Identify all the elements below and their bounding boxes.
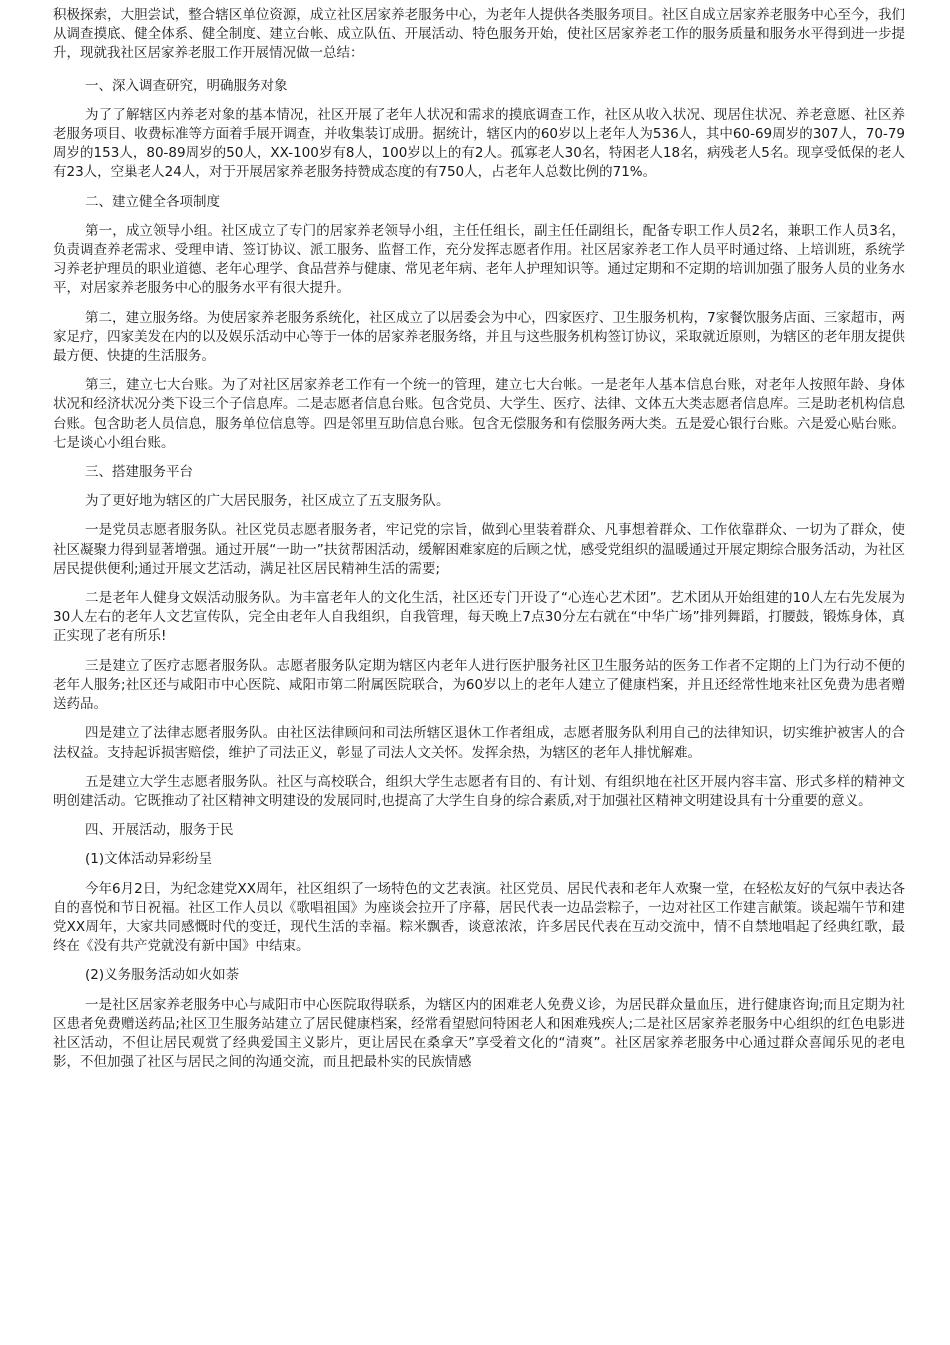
section-heading-1: 一、深入调查研究，明确服务对象 [85,77,288,94]
body-paragraph: 三是建立了医疗志愿者服务队。志愿者服务队定期为辖区内老年人进行医护服务社区卫生服务站的医务工作者不定期的上门为行动不便的老年人服务;社区还与咸阳市中心医院、咸阳市第二附属医院联合，为60岁以上的老年人建立了健康档案，并且还经常性地来社区免费为患者赠送药品。 [53,657,905,713]
body-paragraph: 为了了解辖区内养老对象的基本情况，社区开展了老年人状况和需求的摸底调查工作，社区从收入状况、现居住状况、养老意愿、社区养老服务项目、收费标准等方面着手展开调查，并收集装订成册。据统计，辖区内的60岁以上老年人为536人，其中60-69周岁的307人，70-79周岁的153人，80-89周岁的50人，XX-100岁有8人，100岁以上的有2人。孤寡老人30名，特困老人18名，病残老人5名。现享受低保的老人有23人，空巢老人24人，对于开展居家养老服务持赞成态度的有750人，占老年人总数比例的71%。 [53,106,905,181]
subsection-heading-2: (2)义务服务活动如火如荼 [85,967,240,984]
body-paragraph: 五是建立大学生志愿者服务队。社区与高校联合，组织大学生志愿者有目的、有计划、有组织地在社区开展内容丰富、形式多样的精神文明创建活动。它既推动了社区精神文明建设的发展同时,也提高了大学生自身的综合素质,对于加强社区精神文明建设具有十分重要的意义。 [53,773,905,809]
section-heading-4: 四、开展活动，服务于民 [85,822,234,839]
body-paragraph: 今年6月2日，为纪念建党XX周年，社区组织了一场特色的文艺表演。社区党员、居民代表和老年人欢聚一堂，在轻松友好的气氛中表达各自的喜悦和节日祝福。社区工作人员以《歌唱祖国》为座谈会拉开了序幕，居民代表一边品尝粽子，一边对社区工作建言献策。谈起端午节和建党XX周年，大家共同感慨时代的变迁，现代生活的幸福。粽米飘香，谈意浓浓，许多居民代表在互动交流中，情不自禁地唱起了经典红歌，最终在《没有共产党就没有新中国》中结束。 [53,880,905,955]
section-heading-3: 三、搭建服务平台 [85,464,193,481]
body-paragraph: 第三，建立七大台账。为了对社区居家养老工作有一个统一的管理，建立七大台帐。一是老年人基本信息台账，对老年人按照年龄、身体状况和经济状况分类下设三个子信息库。二是志愿者信息台账。包含党员、大学生、医疗、法律、文体五大类志愿者信息库。三是助老机构信息台账。包含助老人员信息，服务单位信息等。四是邻里互助信息台账。包含无偿服务和有偿服务两大类。五是爱心银行台账。六是爱心贴台账。七是谈心小组台账。 [53,377,905,451]
body-paragraph: 为了更好地为辖区的广大居民服务，社区成立了五支服务队。 [85,493,450,510]
body-paragraph: 一是党员志愿者服务队。社区党员志愿者服务者，牢记党的宗旨，做到心里装着群众、凡事想着群众、工作依靠群众、一切为了群众，使社区凝聚力得到显著增强。通过开展“一助一”扶贫帮困活动，缓解困难家庭的后顾之忧，感受党组织的温暖通过开展定期综合服务活动，为社区居民提供便利;通过开展文艺活动，满足社区居民精神生活的需要; [53,522,905,577]
body-paragraph: 第一，成立领导小组。社区成立了专门的居家养老领导小组，主任任组长，副主任任副组长，配备专职工作人员2名，兼职工作人员3名，负责调查养老需求、受理申请、签订协议、派工服务、监督工作，充分发挥志愿者作用。社区居家养老工作人员平时通过络、上培训班，系统学习养老护理员的职业道德、老年心理学、食品营养与健康、常见老年病、老年人护理知识等。通过定期和不定期的培训加强了服务人员的业务水平，对居家养老服务中心的服务水平有很大提升。 [53,222,905,297]
body-paragraph: 二是老年人健身文娱活动服务队。为丰富老年人的文化生活，社区还专门开设了“心连心艺术团”。艺术团从开始组建的10人左右先发展为30人左右的老年人文艺宣传队，完全由老年人自我组织，自我管理，每天晚上7点30分左右就在“中华广场”排列舞蹈，打腰鼓，锻炼身体，真正实现了老有所乐! [53,590,905,645]
body-paragraph: 一是社区居家养老服务中心与咸阳市中心医院取得联系，为辖区内的困难老人免费义诊，为居民群众量血压，进行健康咨询;而且定期为社区患者免费赠送药品;社区卫生服务站建立了居民健康档案，经常看望慰问特困老人和困难残疾人;二是社区居家养老服务中心组织的红色电影进社区活动，不但让居民观赏了经典爱国主义影片，更让居民在桑拿天”享受着文化的“清爽”。社区居家养老服务中心通过群众喜闻乐见的老电影，不但加强了社区与居民之间的沟通交流，而且把最朴实的民族情感 [53,996,905,1071]
subsection-heading-1: (1)文体活动异彩纷呈 [85,851,213,868]
body-paragraph: 四是建立了法律志愿者服务队。由社区法律顾问和司法所辖区退休工作者组成，志愿者服务队利用自己的法律知识，切实维护被害人的合法权益。支持起诉损害赔偿，维护了司法正义，彰显了司法人文关怀。发挥余热，为辖区的老年人排忧解难。 [53,725,905,761]
body-paragraph: 第二，建立服务络。为使居家养老服务系统化，社区成立了以居委会为中心，四家医疗、卫生服务机构，7家餐饮服务店面、三家超市，两家足疗，四家美发在内的以及娱乐活动中心等于一体的居家养老服务络，并且与这些服务机构签订协议，采取就近原则，为辖区的老年朋友提供最方便、快捷的生活服务。 [53,309,905,365]
section-heading-2: 二、建立健全各项制度 [85,193,220,210]
intro-paragraph: 积极探索，大胆尝试，整合辖区单位资源，成立社区居家养老服务中心，为老年人提供各类服务项目。社区自成立居家养老服务中心至今，我们从调查摸底、健全体系、健全制度、建立台帐、成立队伍、开展活动、特色服务开始，使社区居家养老工作的服务质量和服务水平得到进一步提升，现就我社区居家养老服工作开展情况做一总结： [53,7,905,62]
